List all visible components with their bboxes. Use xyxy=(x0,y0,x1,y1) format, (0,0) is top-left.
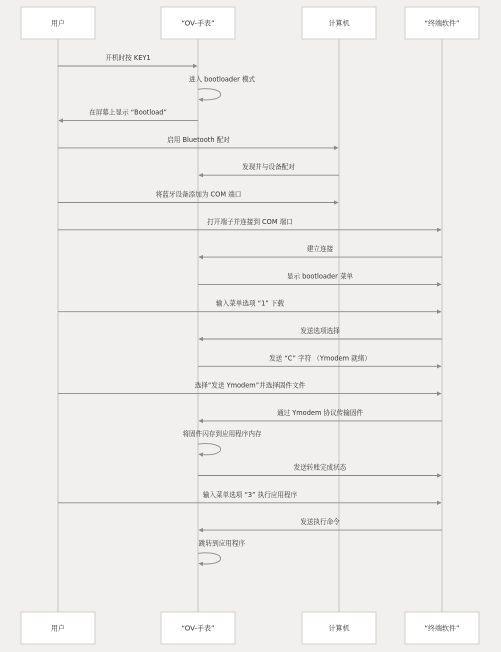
message-label: 输入菜单选项 “1” 下载 xyxy=(216,299,284,308)
self-message-arrow xyxy=(198,444,221,455)
actor-pc-top xyxy=(302,7,376,39)
message-10 xyxy=(58,299,441,312)
message-label: 将蓝牙设备添加为 COM 端口 xyxy=(155,190,242,199)
self-message-arrow xyxy=(198,553,221,564)
message-9 xyxy=(198,271,441,284)
message-label: 发送转账完成状态 xyxy=(293,463,347,472)
message-label: 发送执行命令 xyxy=(300,518,340,527)
message-label: 通过 Ymodem 协议传输固件 xyxy=(276,408,364,417)
message-1 xyxy=(58,53,197,66)
actor-label: “OV-手表” xyxy=(181,19,215,28)
actor-term-bottom xyxy=(405,612,479,644)
message-18 xyxy=(199,517,442,530)
message-15 xyxy=(182,429,262,455)
actor-label: 用户 xyxy=(51,624,65,633)
message-13 xyxy=(58,381,441,394)
message-label: 选择“发送 Ymodem”并选择固件文件 xyxy=(194,381,306,390)
actor-label: 计算机 xyxy=(328,624,350,633)
message-label: 开机时按 KEY1 xyxy=(105,54,151,62)
message-label: 在屏幕上显示 “Bootload” xyxy=(89,108,167,117)
self-message-arrow xyxy=(198,89,221,100)
actor-user-top xyxy=(21,7,95,39)
message-label: 进入 bootloader 模式 xyxy=(188,75,256,84)
message-label: 发现并与设备配对 xyxy=(242,163,295,172)
message-label: 将固件闪存到应用程序内存 xyxy=(182,430,262,439)
actor-label: “终端软件” xyxy=(424,19,460,28)
actor-label: “OV-手表” xyxy=(181,624,215,633)
message-label: 显示 bootloader 菜单 xyxy=(286,272,354,281)
message-label: 建立连接 xyxy=(306,245,334,254)
message-12 xyxy=(198,353,441,366)
message-2 xyxy=(189,74,256,100)
message-3 xyxy=(59,108,198,121)
message-label: 输入菜单选项 “3” 执行应用程序 xyxy=(202,490,298,499)
actor-pc-bottom xyxy=(302,612,376,644)
message-11 xyxy=(199,326,442,339)
actor-watch-top xyxy=(161,7,235,39)
message-7 xyxy=(58,217,441,230)
message-5 xyxy=(199,162,339,175)
actor-user-bottom xyxy=(21,612,95,644)
message-label: 发送选项选择 xyxy=(300,327,340,335)
message-label: 发送 “C” 字符 （Ymodem 就绪） xyxy=(269,354,371,363)
message-19 xyxy=(198,538,245,564)
message-14 xyxy=(199,408,442,421)
message-label: 启用 Bluetooth 配对 xyxy=(167,135,230,144)
actor-label: “终端软件” xyxy=(424,624,460,633)
message-label: 打开端子并连接到 COM 端口 xyxy=(207,217,293,226)
actor-watch-bottom xyxy=(161,612,235,644)
message-label: 跳转到应用程序 xyxy=(198,539,246,548)
message-16 xyxy=(198,463,441,476)
message-17 xyxy=(58,490,441,503)
actor-term-top xyxy=(405,7,479,39)
actor-label: 用户 xyxy=(51,19,65,28)
actor-label: 计算机 xyxy=(328,19,350,28)
message-8 xyxy=(199,244,442,257)
